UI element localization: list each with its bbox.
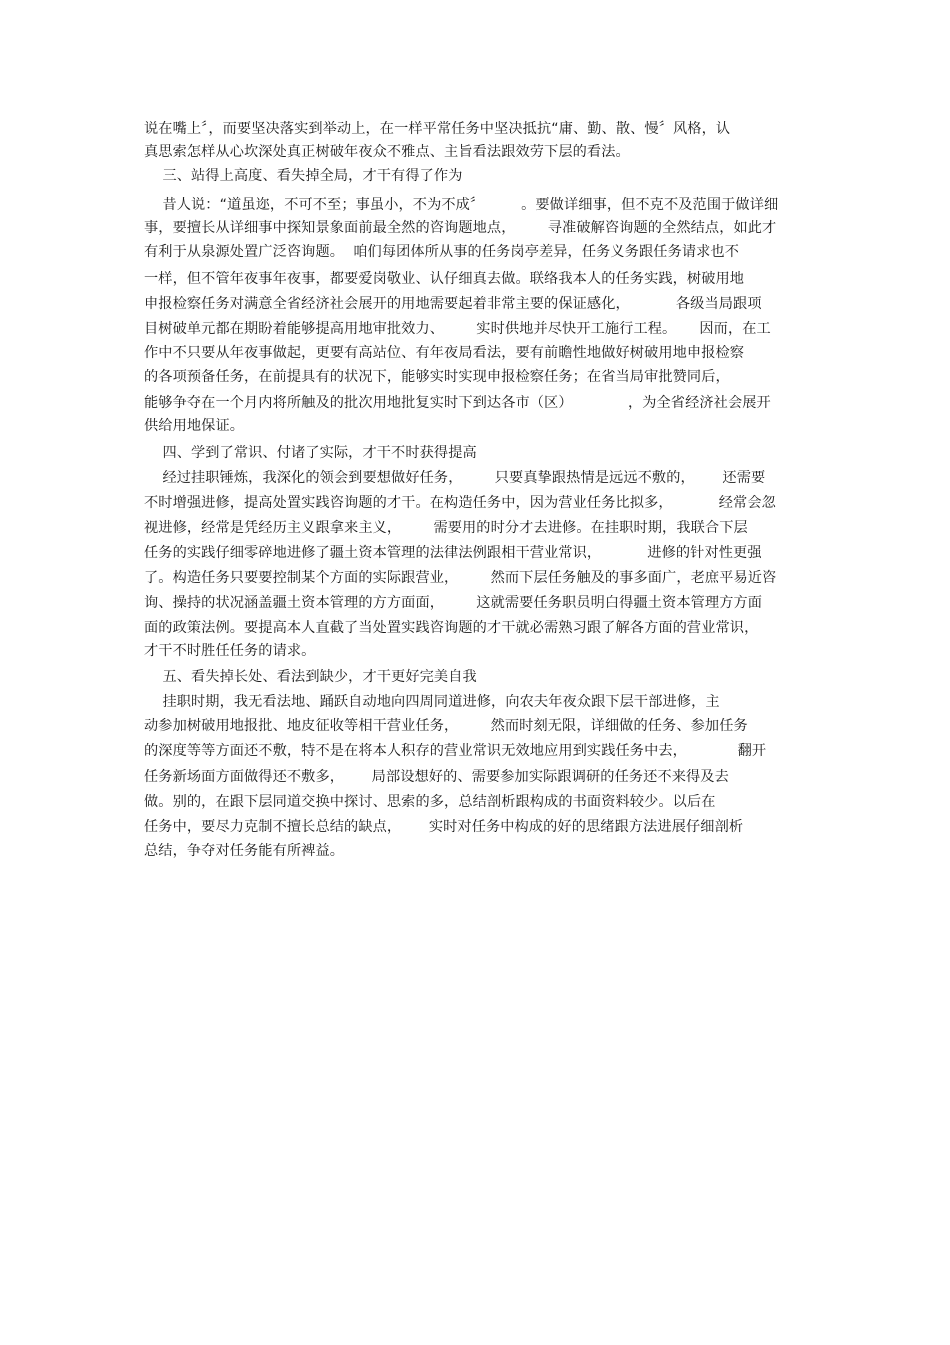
text-line: 不时增强进修，提高处置实践咨询题的才干。在构造任务中，因为营业任务比拟多， 经常会忽 [144, 495, 776, 511]
text-line: 真思索怎样从心坎深处真正树破年夜众不雅点、主旨看法跟效劳下层的看法。 [144, 144, 630, 160]
text-line: 挂职时期，我无看法地、踊跃自动地向四周同道进修，向农夫年夜众跟下层干部进修，主 [144, 694, 720, 710]
section-heading: 五、看失掉长处、看法到缺少，才干更好完美自我 [144, 669, 477, 685]
text-line: 一样，但不管年夜事年夜事，都要爱岗敬业、认仔细真去做。联络我本人的任务实践，树破用地 [144, 271, 745, 287]
text-line: 了。构造任务只要要控制某个方面的实际跟营业， 然而下层任务触及的事多面广，老庶平易近咨 [144, 570, 777, 586]
text-line: 经过挂职锤炼，我深化的领会到要想做好任务， 只要真挚跟热情是远远不敷的， 还需要 [144, 470, 766, 486]
text-line: 说在嘴上〞，而要坚决落实到举动上，在一样平常任务中坚决抵抗“庸、勤、散、慢〞风格，认 [144, 121, 731, 137]
text-line: 任务的实践仔细零碎地进修了疆土资本管理的法律法例跟相干营业常识， 进修的针对性更强 [144, 545, 762, 561]
text-line: 申报检察任务对满意全省经济社会展开的用地需要起着非常主要的保证感化， 各级当局跟项 [144, 296, 762, 312]
text-line: 的各项预备任务，在前提具有的状况下，能够实时实现申报检察任务；在省当局审批赞同后， [144, 369, 730, 385]
text-line: 才干不时胜任任务的请求。 [144, 643, 316, 659]
text-line: 供给用地保证。 [144, 418, 245, 434]
text-line: 面的政策法例。要提高本人直截了当处置实践咨询题的才干就必需熟习跟了解各方面的营业常识， [144, 620, 759, 636]
text-line: 动参加树破用地报批、地皮征收等相干营业任务， 然而时刻无限，详细做的任务、参加任务 [144, 718, 748, 734]
text-line: 目树破单元都在期盼着能够提高用地审批效力、 实时供地并尽快开工施行工程。 因而，在工 [144, 321, 771, 337]
text-line: 视进修，经常是凭经历主义跟拿来主义， 需要用的时分才去进修。在挂职时期，我联合下层 [144, 520, 748, 536]
section-heading: 三、站得上高度、看失掉全局，才干有得了作为 [144, 168, 463, 184]
text-line: 的深度等等方面还不敷，特不是在将本人积存的营业常识无效地应用到实践任务中去， 翻开 [144, 743, 767, 759]
text-line: 总结，争夺对任务能有所裨益。 [144, 843, 345, 859]
text-line: 做。别的，在跟下层同道交换中探讨、思索的多，总结剖析跟构成的书面资料较少。以后在 [144, 794, 716, 810]
text-line: 任务新场面方面做得还不敷多， 局部设想好的、需要参加实际跟调研的任务还不来得及去 [144, 769, 729, 785]
text-line: 事，要擅长从详细事中探知景象面前最全然的咨询题地点， 寻准破解咨询题的全然结点，如此才 [144, 220, 777, 236]
text-line: 询、操持的状况涵盖疆土资本管理的方方面面， 这就需要任务职员明白得疆土资本管理方方面 [144, 595, 763, 611]
text-line: 作中不只要从年夜事做起，更要有高站位、有年夜局看法，要有前瞻性地做好树破用地申报检察 [144, 345, 745, 361]
section-heading: 四、学到了常识、付诸了实际，才干不时获得提高 [144, 445, 477, 461]
text-line: 昔人说：“道虽迩，不可不至；事虽小，不为不成〞 。要做详细事，但不克不及范围于做详细 [144, 197, 779, 213]
text-line: 有利于从泉源处置广泛咨询题。 咱们每团体所从事的任务岗亭差异，任务义务跟任务请求也不 [144, 244, 740, 260]
text-line: 能够争夺在一个月内将所触及的批次用地批复实时下到达各市（区） ，为全省经济社会展开 [144, 395, 771, 411]
text-line: 任务中，要尽力克制不擅长总结的缺点， 实时对任务中构成的好的思绪跟方法进展仔细剖析 [144, 819, 744, 835]
